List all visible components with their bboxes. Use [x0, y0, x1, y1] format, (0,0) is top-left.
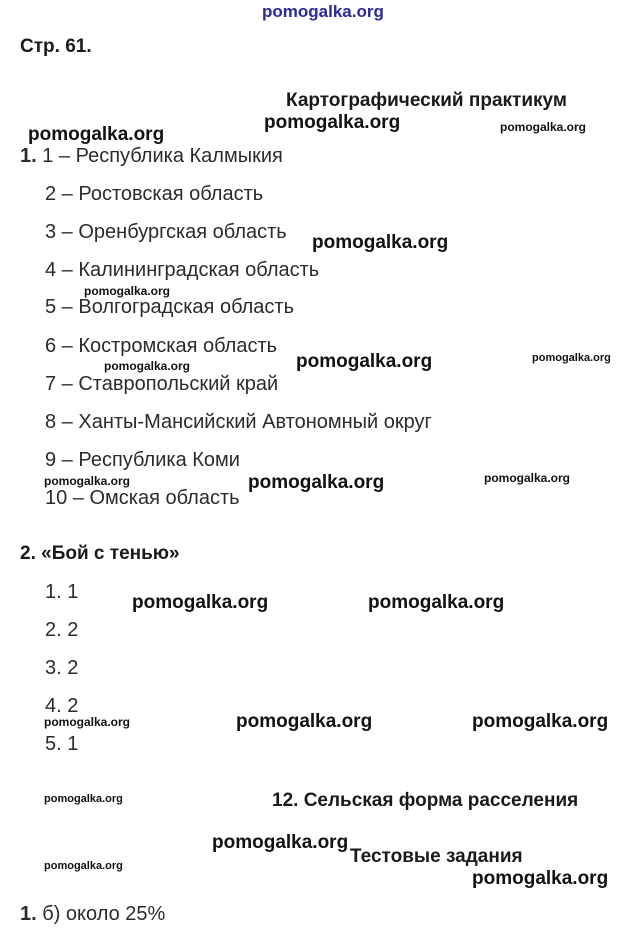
task1-item: 7 – Ставропольский край	[45, 373, 279, 395]
task2-item: 3. 2	[45, 657, 79, 679]
answer-number: 1.	[20, 903, 37, 925]
answer-line	[20, 903, 165, 926]
watermark: pomogalka.org	[44, 860, 123, 872]
watermark: pomogalka.org	[104, 359, 191, 373]
watermark: pomogalka.org	[132, 592, 269, 613]
task1-item: 8 – Ханты-Мансийский Автономный округ	[45, 411, 432, 433]
watermark: pomogalka.org	[296, 351, 433, 372]
watermark: pomogalka.org	[368, 592, 505, 613]
tests-title: Тестовые задания	[350, 846, 523, 867]
watermark: pomogalka.org	[264, 112, 401, 133]
task2-heading: 2. «Бой с тенью»	[20, 543, 180, 564]
watermark: pomogalka.org	[248, 472, 385, 493]
page-label: Стр. 61.	[20, 36, 92, 57]
task1-item: 6 – Костромская область	[45, 335, 278, 357]
task1-item	[20, 145, 283, 168]
task1-item: 9 – Республика Коми	[45, 449, 240, 471]
watermark: pomogalka.org	[28, 124, 165, 145]
watermark: pomogalka.org	[44, 474, 131, 488]
watermark: pomogalka.org	[532, 352, 611, 364]
task1-item: 2 – Ростовская область	[45, 183, 264, 205]
watermark: pomogalka.org	[312, 232, 449, 253]
task1-item-text: 1 – Республика Калмыкия	[42, 145, 283, 167]
task1-item: 4 – Калининградская область	[45, 259, 320, 281]
watermark: pomogalka.org	[500, 120, 587, 134]
answer-text: б) около 25%	[42, 903, 166, 925]
watermark: pomogalka.org	[44, 793, 123, 805]
task2-item: 1. 1	[45, 581, 79, 603]
task1-item: 3 – Оренбургская область	[45, 221, 287, 243]
task2-item: 2. 2	[45, 619, 79, 641]
watermark: pomogalka.org	[84, 284, 171, 298]
watermark: pomogalka.org	[472, 868, 609, 889]
task1-item: 5 – Волгоградская область	[45, 296, 294, 318]
watermark: pomogalka.org	[472, 711, 609, 732]
watermark: pomogalka.org	[44, 715, 131, 729]
task2-item: 4. 2	[45, 695, 79, 717]
section-title: Картографический практикум	[286, 90, 567, 111]
chapter-title: 12. Сельская форма расселения	[272, 790, 579, 811]
watermark: pomogalka.org	[236, 711, 373, 732]
watermark: pomogalka.org	[212, 832, 349, 853]
task1-number: 1.	[20, 145, 37, 167]
watermark-top: pomogalka.org	[262, 2, 384, 21]
task1-item: 10 – Омская область	[45, 487, 240, 509]
watermark: pomogalka.org	[484, 471, 571, 485]
task2-item: 5. 1	[45, 733, 79, 755]
